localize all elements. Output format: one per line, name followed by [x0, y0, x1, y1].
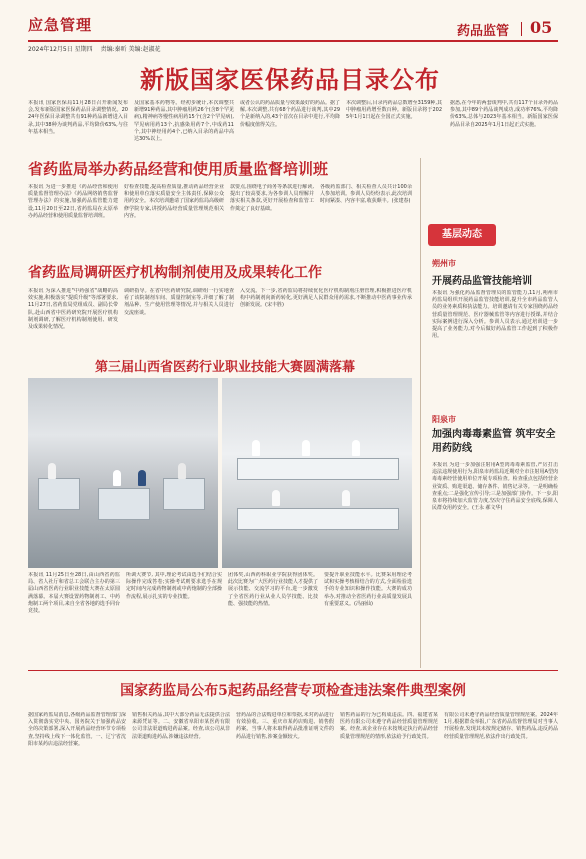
lead-col-1: 本报讯 国家医保局11月28日召开新闻发布会,发布新版国家医保药品目录调整情况。2024年医保目录调整共有91种药品新增进入目录,其中38种为谈判药品,平均降价63%,与往年基本相当。 — [28, 100, 128, 135]
lead-col-2: 及国家基本药物等。经初步统计,本次调整共新增91种药品,其中肿瘤用药26个(含8个罕见病),精神病等慢性病用药15个(含2个罕见病),罕见病用药13个,抗感染用药7个,中成药11个,其中神经用药4个,已纳入目录的药品中高达30%以上。 — [134, 100, 234, 143]
skills-headline: 第三届山西省医药行业职业技能大赛圆满落幕 — [94, 360, 355, 375]
sidebar-rule — [420, 158, 421, 668]
section-separator — [521, 22, 522, 36]
sidebar-news1-body: 本报讯 为强化药品监督管理员的监管能力,11月,朔州市药监局组织开展药品监管技能培训,提升全市药品监管人员的业务素质和执法能力。培训邀请有关专家围绕药品经营质量管理规范、医疗器械监管等内容进行授课,并结合实际案例进行深入分析。参训人员表示,通过培训进一步提高了业务能力,对今后做好药品监管工作起到了积极作用。 — [432, 290, 558, 340]
date-line: 2024年12月5日 星期四 责编:秦昕 美编:赵淑花 — [28, 46, 161, 53]
skills-photo-2 — [222, 378, 412, 568]
skills-col-2: 所调大赛节, 其中,理论考试由选手们结合实际操作完成答卷;实操考试则要求选手在规定时间内完成药物制剂或中药炮制的全部操作流程,展示扎实的专业技能。 — [126, 572, 222, 600]
article2-col-3: 款要点,围绕电子商务等条款进行解读,提出了较高要求,为各参训人员理解并落实相关条款,更好开展检查和监管工作奠定了良好基础。 — [230, 184, 314, 212]
sidebar-news2-body: 本报讯 为进一步加强注射用A型肉毒毒素监管,严厉打击违法违规使用行为,阳泉市药监局近期对全市注射用A型肉毒毒素经营使用单位开展专项检查。检查重点包括经营企业资质、购进渠道、储存条件、销售记录等。一是明确检查重点;二是强化宣传引导;三是加强部门协作。下一步,阳泉市将持续加大监管力度,坚决守住药品安全底线,保障人民群众用药安全。(王永 郝文华) — [432, 462, 558, 512]
section-name: 药品监管 — [457, 24, 510, 39]
lead-col-3: 或者公认的药品质量与效果最好的药品。据了解,本次调整,共有68个药品进行谈判,其中29个是新纳入的,43个首次在目录中进行,平均降价幅度值得关注。 — [240, 100, 340, 128]
skills-col-4: 要提升职业技能水平。比赛采用理论考试和实操考核相结合的方式,全面检验选手的专业知识和操作技能。大赛的成功举办,对推动全省医药行业高质量发展具有重要意义。(冯丽仙) — [324, 572, 412, 607]
skills-col-1: 本报讯 11月25日至28日,由山西省药监局、省人社厅和省总工会联合主办的第三届山西省医药行业职业技能大赛在太原圆满落幕。本届大赛设置药物制剂工、中药炮制工两个项目,来自全省各地的选手同台竞技。 — [28, 572, 120, 615]
article3-col-3: 入交流。下一步,省药监局将持续优化医疗机构制剂注册管理,积极推进医疗机构中药制剂向新药转化,更好满足人民群众用药需求,不断推动中医药事业传承创新发展。(宋丰胜) — [240, 288, 412, 309]
skills-photo-1 — [28, 378, 218, 568]
typical-col-1: 据国家药监局消息,各级药品监督管理部门深入贯彻落实党中央、国务院关于加强药品安全的决策部署,深入开展药品经营环节专项检查,坚持线上线下一体化监管。一、辽宁省沈阳市某药店违法经营案。 — [28, 712, 126, 747]
article2-col-1: 本报讯 为进一步推进《药品经营和使用质量监督管理办法》《药品网络销售监督管理办法》的实施,加强药品监管能力建设,11月20日至22日,省药监局在太原举办药品经营和使用质量监督培训班。 — [28, 184, 118, 219]
sidebar-label-box — [428, 224, 496, 246]
page-number: 05 — [530, 18, 553, 37]
article3-headline: 省药监局调研医疗机构制剂使用及成果转化工作 — [28, 265, 322, 281]
lead-headline: 新版国家医保药品目录公布 — [140, 65, 440, 94]
article2-col-2: 好检查技能,提高检查质量,推动药品经营企业和使用单位落实质量安全主体责任,保障公众用药安全。本次培训邀请了国家药监局高级研修学院专家,讲授药品经营质量管理规范相关内容。 — [124, 184, 224, 219]
bottom-rule — [28, 670, 558, 671]
article2-col-4: 各级药监部门、相关检查人员共计100余人参加培训。参训人员纷纷表示,此次培训时间紧凑、内容丰富,收获颇丰。(张建春) — [320, 184, 412, 205]
typical-col-2: 销售相关药品,其中大部分药品无法提供合法来源凭证等。二、安徽省阜阳市某医药有限公司非法渠道购进药品案。经查,该公司从非法渠道购进药品,涉嫌违法经营。 — [132, 712, 230, 740]
skills-col-3: 团体奖,山西药科职业学院获得团体奖。此次比赛为广大医药行业技能人才提供了展示技能、交流学习的平台,进一步激发了全省医药行业从业人员学技能、比技能、强技能的热情。 — [228, 572, 318, 607]
typical-col-5: 有限公司未遵守药品经营质量管理规范案。2024年1月,根据群众举报,广东省药品监督管理局对当事人开展检查,发现其未按规定储存、销售药品,违反药品经营质量管理规范,依法作出行政处罚。 — [444, 712, 558, 740]
lead-col-5: 据悉,在今年的两套谈判中,共有117个目录外药品参加,其中89个药品谈判成功,成功率76%,平均降价63%,总体与2023年基本相当。新版国家医保药品目录自2025年1月1日起正式实施。 — [450, 100, 558, 128]
paper-name: 应急管理 — [28, 16, 93, 34]
sidebar-news1-place: 朔州市 — [432, 259, 456, 268]
sidebar-news1-headline: 开展药品监管技能培训 — [432, 276, 532, 287]
typical-headline: 国家药监局公布5起药品经营专项检查违法案件典型案例 — [120, 683, 466, 699]
typical-col-4: 销售药品的行为已构成违法。四、福建省某医药有限公司未遵守药品经营质量管理规范案。经查,该企业存在未按规定执行药品经营质量管理规范的情形,依法给予行政处罚。 — [340, 712, 438, 740]
article3-col-1: 本报讯 为深入推进"中药强省"战略的高效实施,积极落实"提质升级"等部署要求,11月27日,省药监局党组成员、副局长带队,赴山西省中医药研究院开展医疗机构制剂调研,了解医疗机构制剂使用、研发及成果转化情况。 — [28, 288, 118, 331]
masthead-rule-right — [408, 40, 558, 42]
article2-headline: 省药监局举办药品经营和使用质量监督培训班 — [28, 160, 329, 178]
lead-col-4: 本次调整后,目录内药品总数增至3159种,其中肿瘤用药增至数百种。新版目录将于2025年1月1日起在全国正式实施。 — [346, 100, 442, 121]
sidebar-news2-place: 阳泉市 — [432, 415, 456, 424]
sidebar-news2-headline: 加强肉毒毒素监管 筑牢安全用药防线 — [432, 429, 556, 454]
typical-col-3: 营药品的合法购进单位和票据,未对药品进行有效验收。三、重庆市某药店购进、销售假药案。当事人将未取得药品批准证明文件的药品进行销售,涉案金额较大。 — [236, 712, 334, 740]
masthead-rule — [28, 40, 408, 42]
sidebar-label: 基层动态 — [442, 229, 482, 240]
article3-col-2: 调研指导。在省中医药研究院,调研组一行实地查看了该院制剂车间、质量控制室等,详细了解了制剂品种、生产使用管理等情况,并与相关人员进行交流座谈。 — [124, 288, 234, 316]
